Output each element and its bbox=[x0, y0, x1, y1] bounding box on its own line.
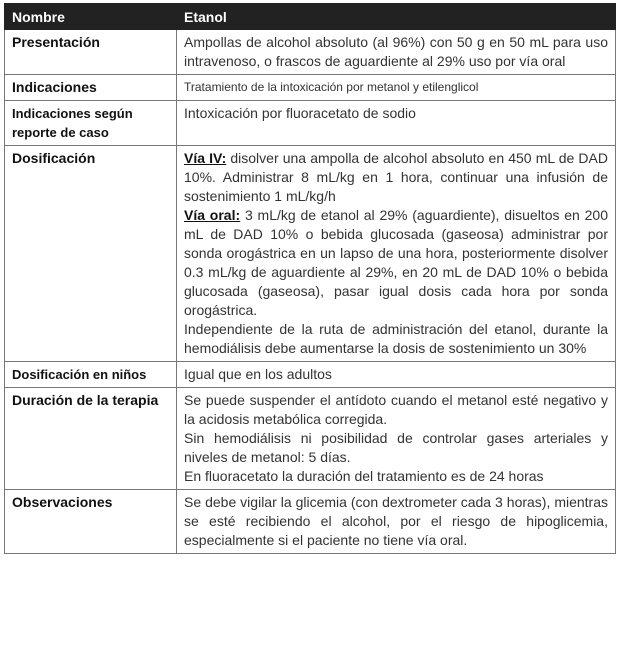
row-value-indicaciones-reporte: Intoxicación por fluoracetato de sodio bbox=[177, 101, 616, 146]
route-text-iv: disolver una ampolla de alcohol absoluto en 450 mL de DAD 10%. Administrar 8 mL/kg en 1 hora, continuar una infusión de sostenimiento 1 mL/kg/h bbox=[184, 150, 608, 204]
table-row bbox=[5, 362, 616, 388]
table-row bbox=[5, 490, 616, 554]
duracion-line-1: Se puede suspender el antídoto cuando el metanol esté negativo y la acidosis metabólica corregida. bbox=[184, 392, 608, 427]
row-label-presentacion: Presentación bbox=[5, 30, 177, 75]
drug-info-sheet bbox=[4, 3, 615, 554]
row-value-duracion bbox=[177, 388, 616, 490]
table-header-row bbox=[5, 4, 616, 30]
row-label-observaciones: Observaciones bbox=[5, 490, 177, 554]
row-value-indicaciones: Tratamiento de la intoxicación por metanol y etilenglicol bbox=[177, 75, 616, 101]
dosificacion-hemodialisis: Independiente de la ruta de administración del etanol, durante la hemodiálisis debe aumentarse la dosis de sostenimiento un 30% bbox=[184, 321, 608, 356]
row-value-presentacion: Ampollas de alcohol absoluto (al 96%) con 50 g en 50 mL para uso intravenoso, o frascos de aguardiente al 29% uso por vía oral bbox=[177, 30, 616, 75]
table-row bbox=[5, 30, 616, 75]
route-text-oral: 3 mL/kg de etanol al 29% (aguardiente), disueltos en 200 mL de DAD 10% o bebida glucosada (gaseosa) administrar por sonda orogástrica en un lapso de una hora, posteriormente disolver 0.3 mL/kg de aguardiente al 29%, en 20 mL de DAD 10% o bebida glucosada (gaseosa), pasar igual dosis cada hora por sonda orogástrica. bbox=[184, 207, 608, 318]
row-label-dosificacion-ninos: Dosificación en niños bbox=[5, 362, 177, 388]
row-label-duracion: Duración de la terapia bbox=[5, 388, 177, 490]
row-value-dosificacion bbox=[177, 146, 616, 362]
row-value-dosificacion-ninos: Igual que en los adultos bbox=[177, 362, 616, 388]
table-row bbox=[5, 388, 616, 490]
route-label-oral: Vía oral: bbox=[184, 207, 241, 223]
row-value-observaciones: Se debe vigilar la glicemia (con dextrometer cada 3 horas), mientras se esté recibiendo el alcohol, por el riesgo de hipoglicemia, especialmente si el paciente no tiene vía oral. bbox=[177, 490, 616, 554]
row-label-indicaciones: Indicaciones bbox=[5, 75, 177, 101]
drug-info-table bbox=[4, 3, 616, 554]
row-label-indicaciones-reporte: Indicaciones según reporte de caso bbox=[5, 101, 177, 146]
header-nombre: Nombre bbox=[5, 4, 177, 30]
table-row bbox=[5, 146, 616, 362]
dosificacion-iv bbox=[184, 149, 608, 206]
table-row bbox=[5, 75, 616, 101]
dosificacion-oral bbox=[184, 206, 608, 320]
table-row bbox=[5, 101, 616, 146]
row-label-dosificacion: Dosificación bbox=[5, 146, 177, 362]
duracion-line-3: En fluoracetato la duración del tratamiento es de 24 horas bbox=[184, 468, 544, 484]
header-etanol: Etanol bbox=[177, 4, 616, 30]
duracion-line-2: Sin hemodiálisis ni posibilidad de controlar gases arteriales y niveles de metanol: 5 días. bbox=[184, 430, 608, 465]
route-label-iv: Vía IV: bbox=[184, 150, 227, 166]
